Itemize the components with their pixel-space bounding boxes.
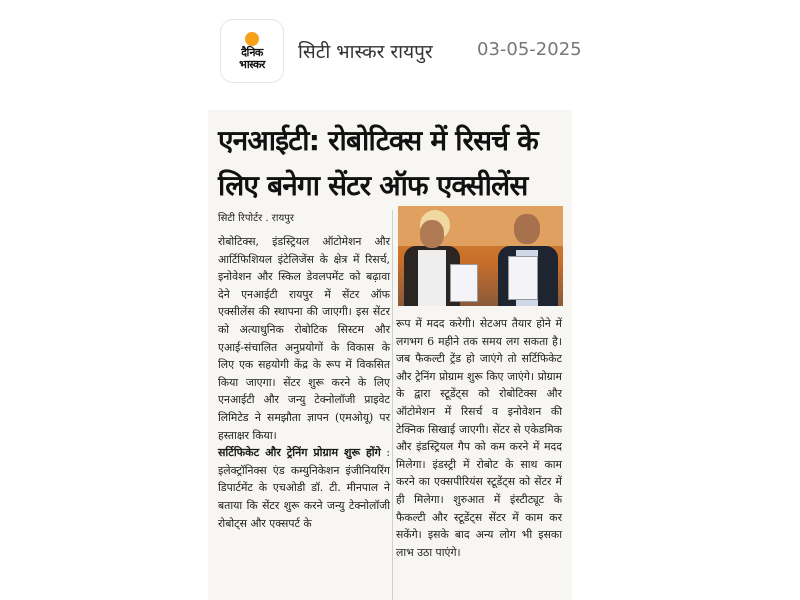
article-subheading: सर्टिफिकेट और ट्रेनिंग प्रोग्राम शुरू होंगे [218,446,381,460]
article-column-2: रूप में मदद करेगी। सेटअप तैयार होने में लगभग 6 महीने तक समय लग सकता है। जब फैकल्टी ट्रेंड हो जाएंगे तो सर्टिफिकेट और ट्रेनिंग प्रोग्राम शुरू किए जाएंगे। प्रोग्राम के द्वारा स्टूडेंट्स को रोबोटिक्स और ऑटोमेशन में रिसर्च व इनोवेशन की टेक्निक सिखाई जाएगी। सेंटर से एकेडमिक और इंडस्ट्रियल गैप को कम करने में मदद मिलेगा। इंडस्ट्री में रोबोट के साथ काम करने का एक्सपीरियंस स्टूडेंट्स को सेंटर में ही मिलेगा। शुरुआत में इंस्टीट्यूट के फैकल्टी और स्टूडेंट्स सेंटर में काम कर सकेंगे। इसके बाद अन्य लोग भी इसका लाभ उठा पाएंगे। [396,317,562,559]
edition-date: 03-05-2025 [477,39,582,60]
dainik-bhaskar-logo[interactable] [221,20,283,82]
app-header [0,0,800,100]
article-photo [398,206,563,306]
logo-text-line1: दैनिक [241,45,263,59]
sun-icon [245,32,259,46]
article-headline: एनआईटी: रोबोटिक्स में रिसर्च के लिए बनेगा सेंटर ऑफ एक्सीलेंस [218,124,538,202]
article-byline: सिटी रिपोर्टर . रायपुर [218,213,295,224]
newspaper-clipping [208,110,572,600]
article-column-1 [218,233,390,532]
article-paragraph-2: : इलेक्ट्रॉनिक्स एंड कम्युनिकेशन इंजीनियरिंग डिपार्टमेंट के एचओडी डॉ. टी. मीनपाल ने बताया कि सेंटर शुरू करने जन्यु टेक्नोलॉजी रोबोट्स और एक्सपर्ट के [218,446,391,530]
logo-text-line2: भास्कर [239,57,265,71]
mou-document [508,256,538,300]
column-divider [392,210,393,600]
edition-title: सिटी भास्कर रायपुर [298,41,433,63]
mou-document [450,264,478,302]
article-paragraph-1: रोबोटिक्स, इंडस्ट्रियल ऑटोमेशन और आर्टिफिशियल इंटेलिजेंस के क्षेत्र में रिसर्च, इनोवेशन और स्किल डेवलपमेंट को बढ़ावा देने एनआईटी रायपुर में सेंटर ऑफ एक्सीलेंस की स्थापना की जाएगी। इस सेंटर को अत्याधुनिक रोबोटिक सिस्टम और एआई-संचालित अनुप्रयोगों के विकास के लिए एक सहयोगी केंद्र के रूप में विकसित किया जाएगा। सेंटर शुरू करने के लिए एनआईटी और जन्यु टेक्नोलॉजी प्राइवेट लिमिटेड ने समझौता ज्ञापन (एमओयू) पर हस्ताक्षर किया। [218,235,390,442]
